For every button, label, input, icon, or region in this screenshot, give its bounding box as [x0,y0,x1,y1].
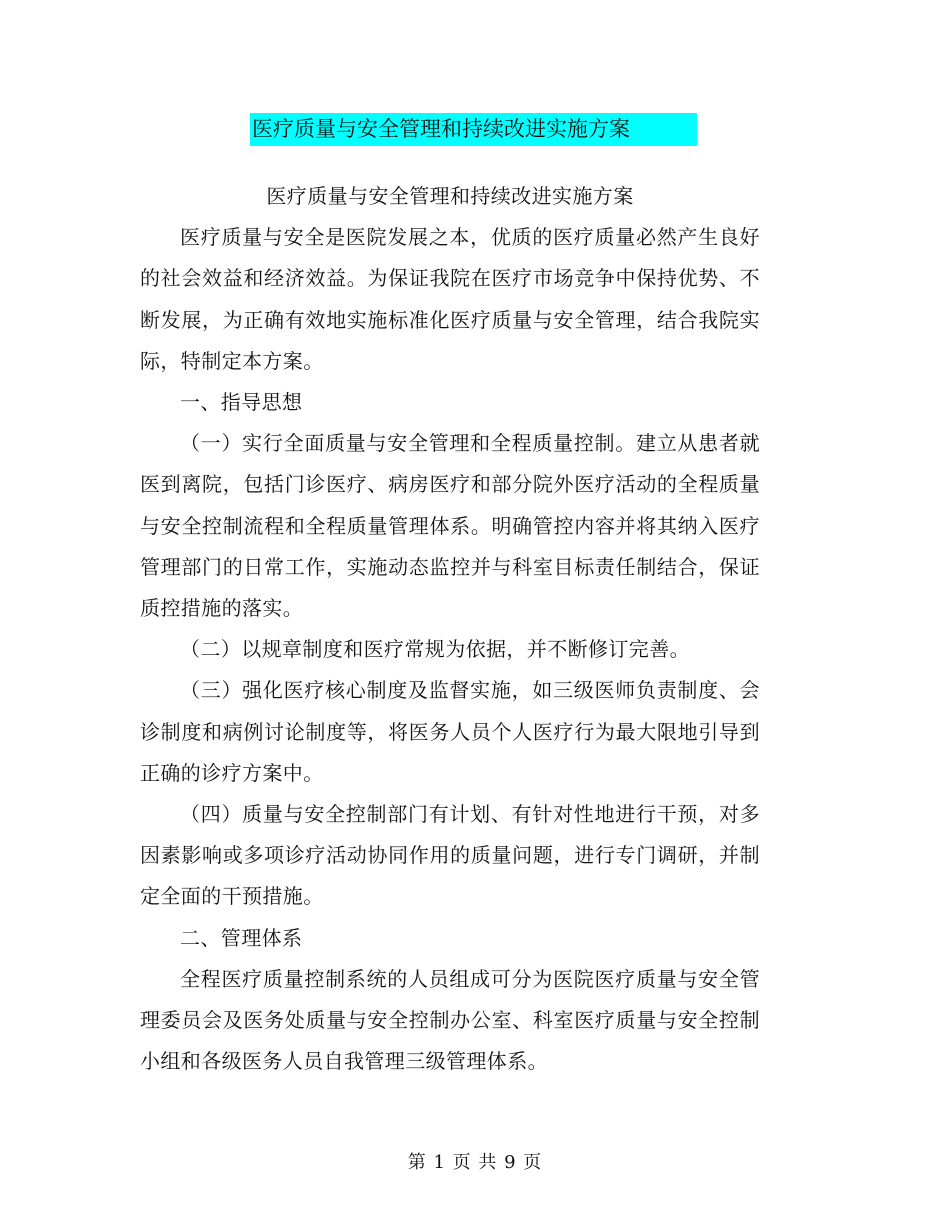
section-heading-management-system: 二、管理体系 [180,925,303,950]
paragraph-intro: 医疗质量与安全是医院发展之本，优质的医疗质量必然产生良好的社会效益和经济效益。为保证我院在医疗市场竞争中保持优势、不断发展，为正确有效地实施标准化医疗质量与安全管理，结合我院实际，特制定本方案。 [140,225,760,373]
highlighted-title [250,113,697,146]
page-number: 第 1 页 共 9 页 [407,1152,543,1173]
document-body [140,176,760,1082]
paragraph-item-3: （三）强化医疗核心制度及监督实施，如三级医师负责制度、会诊制度和病例讨论制度等，将医务人员个人医疗行为最大限地引导到正确的诊疗方案中。 [140,678,760,785]
document-title: 医疗质量与安全管理和持续改进实施方案 [266,184,634,208]
highlighted-title-text: 医疗质量与安全管理和持续改进实施方案 [252,117,630,141]
section-heading-guiding-ideology: 一、指导思想 [180,390,303,415]
paragraph-item-4: （四）质量与安全控制部门有计划、有针对性地进行干预，对多因素影响或多项诊疗活动协同作用的质量问题，进行专门调研，并制定全面的干预措施。 [140,802,760,909]
paragraph-item-1: （一）实行全面质量与安全管理和全程质量控制。建立从患者就医到离院，包括门诊医疗、病房医疗和部分院外医疗活动的全程质量与安全控制流程和全程质量管理体系。明确管控内容并将其纳入医疗管理部门的日常工作，实施动态监控并与科室目标责任制结合，保证质控措施的落实。 [140,431,760,621]
paragraph-management-system: 全程医疗质量控制系统的人员组成可分为医院医疗质量与安全管理委员会及医务处质量与安全控制办公室、科室医疗质量与安全控制小组和各级医务人员自我管理三级管理体系。 [140,966,760,1074]
paragraph-item-2: （二）以规章制度和医疗常规为依据，并不断修订完善。 [180,637,690,662]
